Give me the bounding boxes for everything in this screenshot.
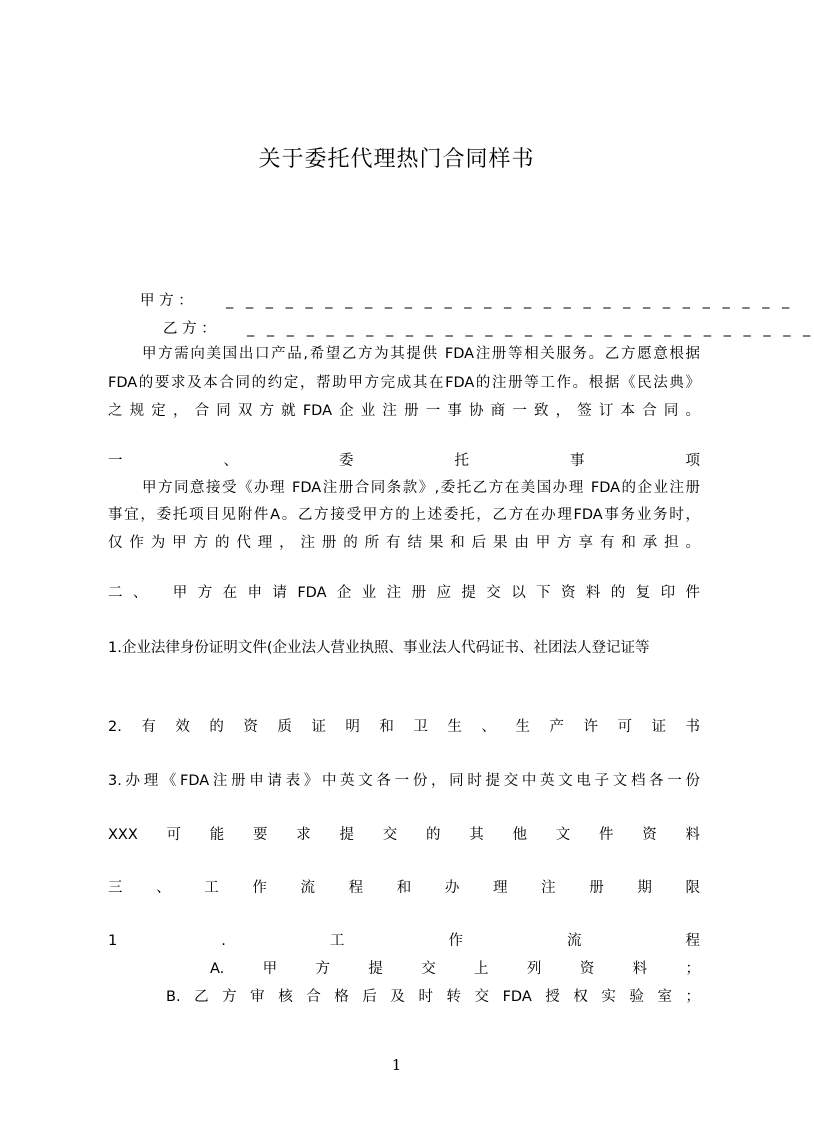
item-3: 3.办理《FDA注册申请表》中英文各一份，同时提交中英文电子文档各一份 <box>108 773 700 789</box>
step-b: B.乙方审核合格后及时转交FDA授权实验室； <box>166 989 700 1005</box>
section2-heading: 二、 甲方在申请FDA企业注册应提交以下资料的复印件 <box>108 585 700 601</box>
section1-line-1: 甲方同意接受《办理 FDA注册合同条款》,委托乙方在美国办理 FDA的企业注册 <box>142 480 700 496</box>
intro-line-1: 甲方需向美国出口产品,希望乙方为其提供 FDA注册等相关服务。乙方愿意根据 <box>142 346 700 362</box>
step-a: A.甲方提交上列资料； <box>210 961 700 977</box>
workflow-heading <box>108 930 700 952</box>
party-b-blank: _ _ _ _ _ _ _ _ _ _ _ _ _ _ _ _ _ _ _ _ _ _ _ _ _ _ _ _ _ <box>247 321 814 337</box>
intro-line-2: FDA的要求及本合同的约定，帮助甲方完成其在FDA的注册等工作。根据《民法典》 <box>108 375 700 391</box>
heading-char: 1 <box>108 933 118 949</box>
section1-line-2: 事宜，委托项目见附件A。乙方接受甲方的上述委托，乙方在办理FDA事务业务时， <box>108 507 700 523</box>
section3-heading: 三、工作流程和办理注册期限 <box>108 880 700 896</box>
heading-char: 作 <box>448 933 463 949</box>
heading-char: 托 <box>454 453 469 469</box>
document-title: 关于委托代理热门合同样书 <box>258 147 535 172</box>
item-1: 1.企业法律身份证明文件(企业法人营业执照、事业法人代码证书、社团法人登记证等 <box>108 640 650 656</box>
section1-heading <box>108 450 700 472</box>
heading-char: 事 <box>570 453 585 469</box>
party-a-label: 甲 方 ： <box>140 293 193 309</box>
heading-char: 委 <box>339 453 354 469</box>
heading-char: 工 <box>329 933 345 949</box>
section1-line-3: 仅作为甲方的代理，注册的所有结果和后果由甲方享有和承担。 <box>108 535 700 551</box>
page-number: 1 <box>391 1056 402 1074</box>
heading-char: . <box>221 933 226 949</box>
item-4: XXX可能要求提交的其他文件资料 <box>108 827 700 843</box>
heading-char: 、 <box>223 453 238 469</box>
heading-char: 项 <box>685 453 700 469</box>
item-2: 2.有效的资质证明和卫生、生产许可证书 <box>108 719 700 735</box>
heading-char: 流 <box>566 933 582 949</box>
intro-line-3: 之规定，合同双方就FDA企业注册一事协商一致，签订本合同。 <box>108 403 700 419</box>
heading-char: 程 <box>685 933 700 949</box>
heading-char: 一 <box>108 453 123 469</box>
party-a-blank: _ _ _ _ _ _ _ _ _ _ _ _ _ _ _ _ _ _ _ _ _ _ _ _ _ _ _ _ _ <box>226 293 794 309</box>
party-b-label: 乙 方 ： <box>163 321 216 337</box>
